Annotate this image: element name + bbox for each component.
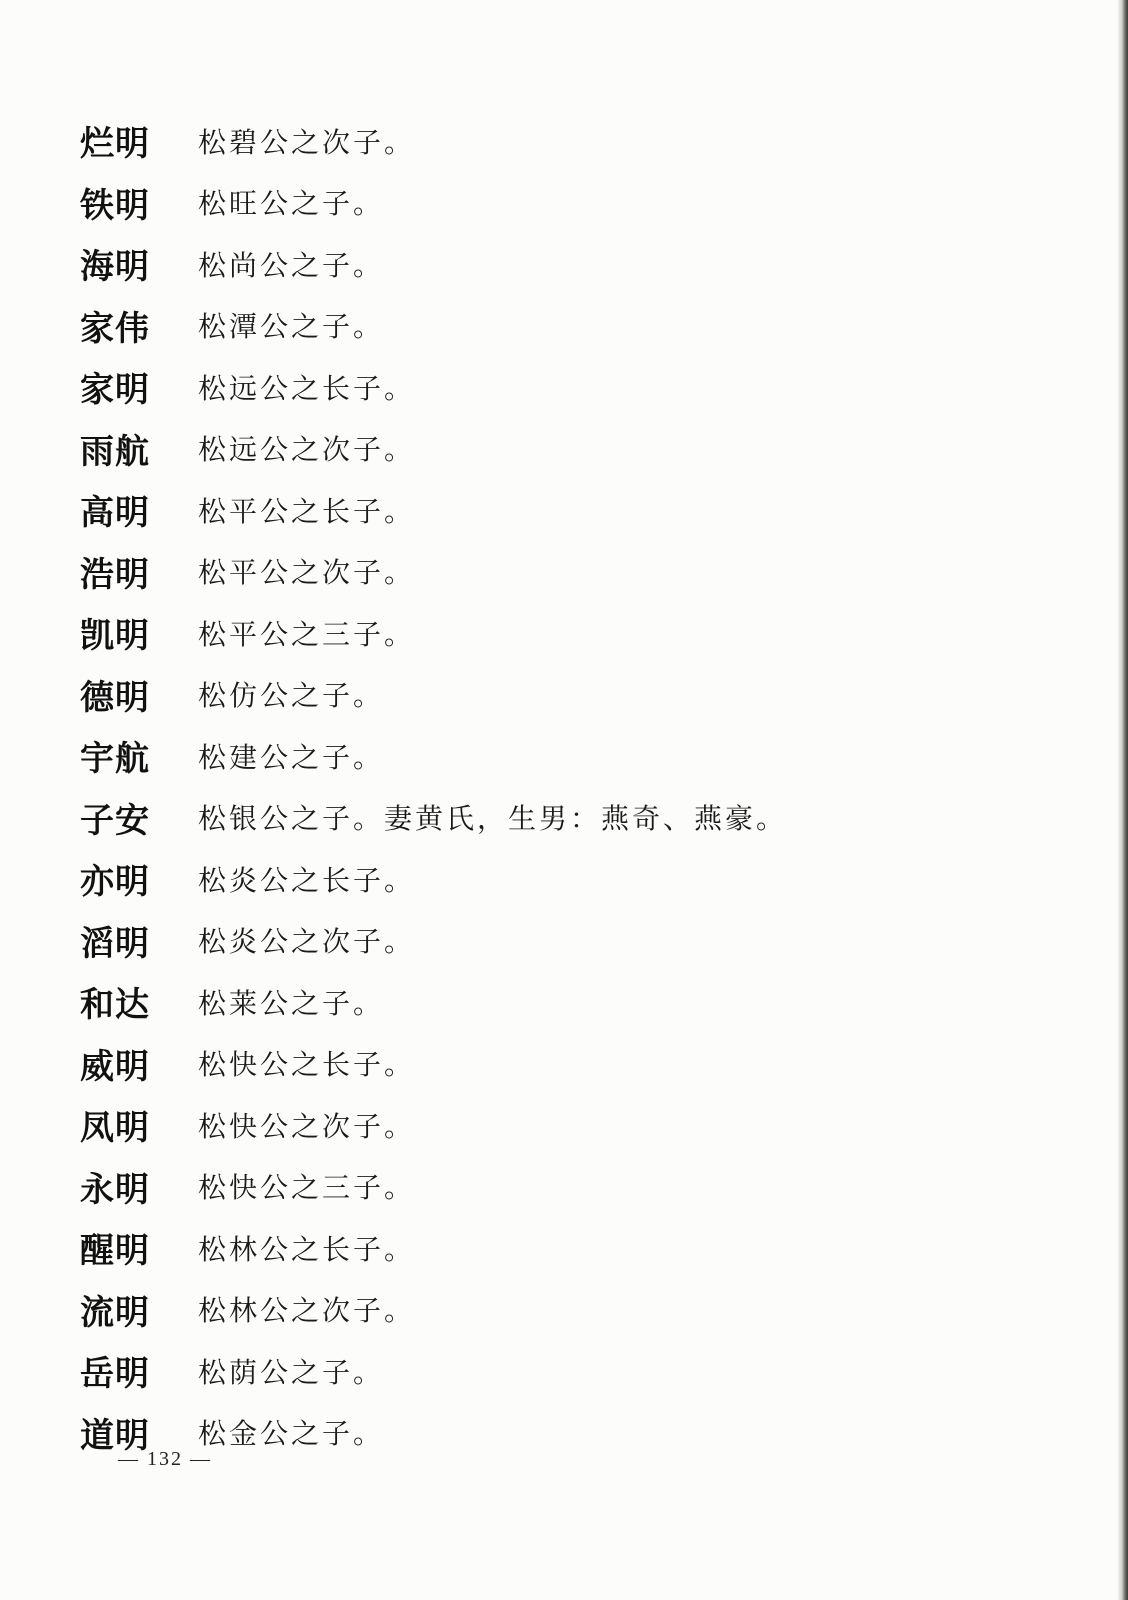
entry-item xyxy=(80,725,1060,787)
entry-description: 松碧公之次子。 xyxy=(198,125,416,159)
entry-name: 铁明 xyxy=(80,185,150,226)
entry-item xyxy=(80,233,1060,295)
entry-name: 高明 xyxy=(80,493,150,534)
entry-name: 家明 xyxy=(80,370,150,411)
entry-name: 凯明 xyxy=(80,616,150,657)
entry-description: 松潭公之子。 xyxy=(198,310,385,344)
page-edge-shadow xyxy=(1118,0,1128,1600)
entry-item xyxy=(80,295,1060,357)
entry-name: 岳明 xyxy=(80,1354,150,1395)
entry-name: 浩明 xyxy=(80,554,150,595)
entry-item xyxy=(80,1156,1060,1218)
entry-description: 松快公之次子。 xyxy=(198,1109,416,1143)
entry-item xyxy=(80,910,1060,972)
entry-item xyxy=(80,1402,1060,1464)
entry-name: 凤明 xyxy=(80,1108,150,1149)
entry-description: 松荫公之子。 xyxy=(198,1355,385,1389)
entry-description: 松远公之长子。 xyxy=(198,371,416,405)
entry-name: 永明 xyxy=(80,1169,150,1210)
entry-description: 松建公之子。 xyxy=(198,740,385,774)
entry-item xyxy=(80,172,1060,234)
entry-name: 道明 xyxy=(80,1415,150,1456)
entry-item xyxy=(80,971,1060,1033)
entry-description: 松远公之次子。 xyxy=(198,433,416,467)
entry-description: 松仿公之子。 xyxy=(198,679,385,713)
entry-description: 松银公之子。妻黄氏，生男：燕奇、燕豪。 xyxy=(198,802,788,836)
entry-name: 和达 xyxy=(80,985,150,1026)
entry-name: 醒明 xyxy=(80,1231,150,1272)
entry-name: 烂明 xyxy=(80,124,150,165)
entry-description: 松莱公之子。 xyxy=(198,986,385,1020)
entry-name: 德明 xyxy=(80,677,150,718)
entry-description: 松旺公之子。 xyxy=(198,187,385,221)
entry-name: 子安 xyxy=(80,800,150,841)
page-number: — 132 — xyxy=(118,1448,212,1470)
entry-name: 家伟 xyxy=(80,308,150,349)
entry-item xyxy=(80,1340,1060,1402)
entry-description: 松林公之次子。 xyxy=(198,1294,416,1328)
entry-item xyxy=(80,602,1060,664)
entry-name: 流明 xyxy=(80,1292,150,1333)
entry-item xyxy=(80,356,1060,418)
entry-item xyxy=(80,541,1060,603)
entry-item xyxy=(80,1217,1060,1279)
entry-name: 亦明 xyxy=(80,862,150,903)
entry-description: 松平公之次子。 xyxy=(198,556,416,590)
entry-item xyxy=(80,418,1060,480)
entry-name: 滔明 xyxy=(80,923,150,964)
entry-description: 松炎公之次子。 xyxy=(198,925,416,959)
entry-name: 雨航 xyxy=(80,431,150,472)
entry-item xyxy=(80,1033,1060,1095)
entry-item xyxy=(80,1094,1060,1156)
entry-description: 松快公之三子。 xyxy=(198,1171,416,1205)
entry-item xyxy=(80,1279,1060,1341)
entry-description: 松快公之长子。 xyxy=(198,1048,416,1082)
entry-description: 松平公之长子。 xyxy=(198,494,416,528)
entry-item xyxy=(80,787,1060,849)
entry-item xyxy=(80,110,1060,172)
entry-description: 松尚公之子。 xyxy=(198,248,385,282)
entry-item xyxy=(80,664,1060,726)
entry-name: 宇航 xyxy=(80,739,150,780)
entry-name: 海明 xyxy=(80,247,150,288)
entry-name: 威明 xyxy=(80,1046,150,1087)
entry-item xyxy=(80,848,1060,910)
entry-description: 松林公之长子。 xyxy=(198,1232,416,1266)
entry-description: 松金公之子。 xyxy=(198,1417,385,1451)
entry-description: 松平公之三子。 xyxy=(198,617,416,651)
entry-description: 松炎公之长子。 xyxy=(198,863,416,897)
genealogy-entry-list xyxy=(80,110,1060,1463)
entry-item xyxy=(80,479,1060,541)
